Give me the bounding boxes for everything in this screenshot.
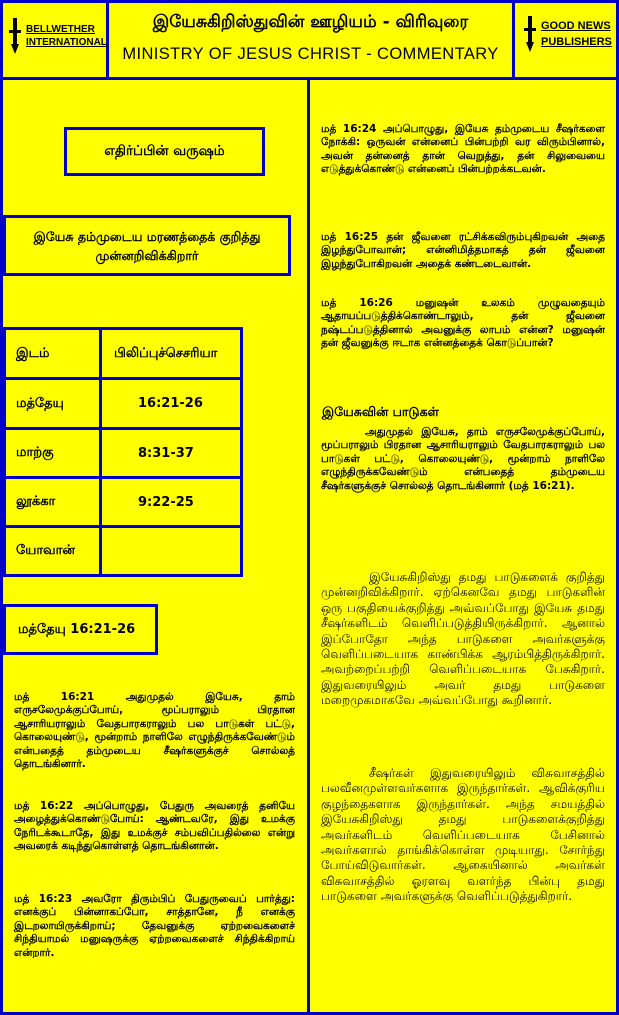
verse-paragraph: மத் 16:22 அப்பொழுது, பேதுரு அவரைத் தனியே அழைத்துக்கொண்டுபோய்: ஆண்டவரே, இது உமக்கு நேரிடக்கூடாதே, இது உமக்குச் சம்பவிப்பதில்லை என்று அவரைக் கடிந்துகொள்ளத் தொடங்கினான். xyxy=(14,800,295,853)
table-row xyxy=(5,478,242,527)
table-row xyxy=(5,527,242,576)
book-name: மத்தேயு xyxy=(5,379,101,429)
topic-box xyxy=(3,215,291,276)
year-box xyxy=(64,127,265,176)
book-reference: 16:21-26 xyxy=(101,379,242,429)
pen-icon xyxy=(8,16,22,56)
commentary-paragraph: இயேசுகிறிஸ்து தமது பாடுகளைக் குறித்து முன்னறிவிக்கிறார். ஏற்கெனவே தமது பாடுகளின் ஒரு பகுதியைக்குறித்து அவ்வப்போது இயேசு தமது சீஷர்களிடம் வெளிப்படுத்தியிருக்கிறார். ஆனால் இப்போதோ அந்த பாடுகளை அவர்களுக்கு வெளிப்படையாக காண்பிக்க ஆரம்பித்திருக்கிறார். அவற்றைப்பற்றி வெளிப்படையாக பேசுகிறார். இதுவரையிலும் அவர் தமது பாடுகளை மறைமுகமாகவே அவ்வப்போது கூறினார். xyxy=(321,570,605,708)
book-name: யோவான் xyxy=(5,527,101,576)
verse-paragraph: மத் 16:26 மனுஷன் உலகம் முழுவதையும் ஆதாயப்படுத்திக்கொண்டாலும், தன் ஜீவனை நஷ்டப்படுத்தினால் அவனுக்கு லாபம் என்ன? மனுஷன் தன் ஜீவனுக்கு ஈடாக என்னத்தைக் கொடுப்பான்? xyxy=(321,297,605,350)
verse-paragraph: மத் 16:23 அவரோ திரும்பிப் பேதுருவைப் பார்த்து: எனக்குப் பின்னாகப்போ, சாத்தானே, நீ எனக்கு இடறலாயிருக்கிறாய்; தேவனுக்கு ஏற்றவைகளைச் சிந்தியாமல் மனுஷருக்கு ஏற்றவைகளைச் சிந்திக்கிறாய் என்றார். xyxy=(14,893,295,959)
section-heading: இயேசுவின் பாடுகள் xyxy=(322,404,439,419)
book-reference: 9:22-25 xyxy=(101,478,242,527)
reference-table xyxy=(3,327,243,577)
left-logo-line-2: INTERNATIONAL xyxy=(26,37,107,48)
bellwether-logo xyxy=(8,16,107,56)
verse-paragraph: மத் 16:21 அதுமுதல் இயேசு, தாம் எருசலேமுக்குப்போய், மூப்பராலும் பிரதான ஆசாரியராலும் வேதபாரகராலும் பல பாடுகள் பட்டு, கொலையுண்டு, மூன்றாம் நாளிலே எழுந்திருக்கவேண்டும் என்பதைத் தம்முடைய சீஷர்களுக்குச் சொல்லத் தொடங்கினார். xyxy=(14,691,295,771)
verse-paragraph: மத் 16:25 தன் ஜீவனை ரட்சிக்கவிரும்புகிறவன் அதை இழந்துபோவான்; என்னிமித்தமாகத் தன் ஜீவனை இழந்துபோகிறவன் அதைக் கண்டடைவான். xyxy=(321,231,605,270)
good-news-logo xyxy=(523,14,612,54)
pen-icon xyxy=(523,14,537,54)
reference-box xyxy=(3,604,158,655)
page-title-tamil: இயேசுகிறிஸ்துவின் ஊழியம் - விரிவுரை xyxy=(152,12,469,32)
table-row xyxy=(5,429,242,478)
book-name: லூக்கா xyxy=(5,478,101,527)
book-name: மாற்கு xyxy=(5,429,101,478)
header-title-block xyxy=(109,3,512,77)
page-title-english: MINISTRY OF JESUS CHRIST - COMMENTARY xyxy=(122,45,499,63)
table-row xyxy=(5,379,242,429)
book-reference: 8:31-37 xyxy=(101,429,242,478)
book-reference xyxy=(101,527,242,576)
header-divider-right xyxy=(512,0,515,80)
section-quote: அதுமுதல் இயேசு, தாம் எருசலேமுக்குப்போய், மூப்பராலும் பிரதான ஆசாரியராலும் வேதபாரகராலும் பல பாடுகள் பட்டு, கொலையுண்டு, மூன்றாம் நாளிலே எழுந்திருக்கவேண்டும் என்பதைத் தம்முடைய சீஷர்களுக்குச் சொல்லத் தொடங்கினார் (மத் 16:21). xyxy=(321,426,605,492)
left-logo-line-1: BELLWETHER xyxy=(26,24,95,35)
right-logo-line-2: PUBLISHERS xyxy=(541,36,612,48)
reference-title: மத்தேயு 16:21-26 xyxy=(18,621,136,637)
commentary-paragraph: சீஷர்கள் இதுவரையிலும் விசுவாசத்தில் பலவீனமுள்ளவர்களாக இருந்தார்கள். ஆவிக்குரிய குழந்தைகளாக இருந்தார்கள். அந்த சமயத்தில் இயேசுகிறிஸ்து தமது பாடுகளைக்குறித்து அவர்களிடம் வெளிப்படையாக பேசினால் அவர்களால் தாங்கிக்கொள்ள முடியாது. சோர்ந்து போய்விடுவார்கள். ஆகையினால் அவர்கள் விசுவாசத்தில் ஓரளவு வளர்ந்த பின்பு தமது பாடுகளை அவர்களுக்கு வெளிப்படுத்துகிறார். xyxy=(321,766,605,904)
table-header-place: இடம் xyxy=(5,329,101,379)
verse-paragraph: மத் 16:24 அப்பொழுது, இயேசு தம்முடைய சீஷர்களை நோக்கி: ஒருவன் என்னைப் பின்பற்றி வர விரும்பினால், அவன் தன்னைத் தான் வெறுத்து, தன் சிலுவையை எடுத்துக்கொண்டு என்னைப் பின்பற்றக்கடவன். xyxy=(321,123,605,176)
table-header-location: பிலிப்புச்செசரியா xyxy=(101,329,242,379)
right-logo-line-1: GOOD NEWS xyxy=(541,20,611,32)
topic-title: இயேசு தம்முடைய மரணத்தைக் குறித்து முன்னறிவிக்கிறார் xyxy=(33,228,261,263)
column-divider xyxy=(307,80,310,1015)
table-header-row xyxy=(5,329,242,379)
year-title: எதிர்ப்பின் வருஷம் xyxy=(104,142,225,159)
